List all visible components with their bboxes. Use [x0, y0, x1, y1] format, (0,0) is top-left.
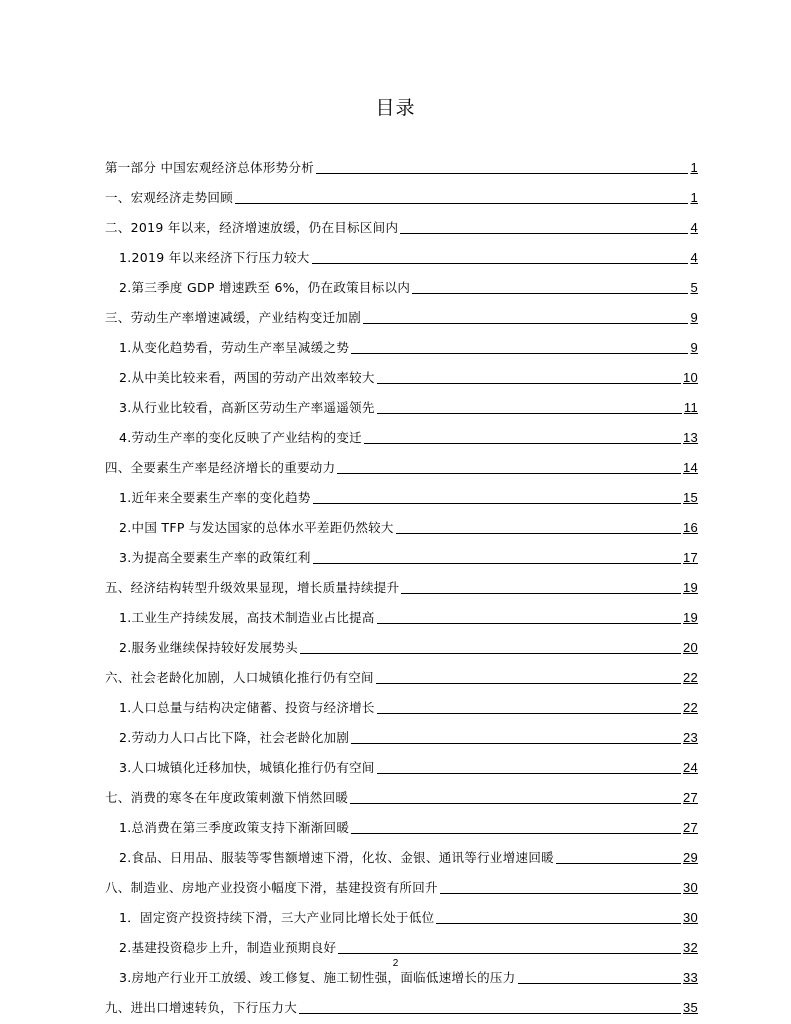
toc-entry[interactable]	[105, 596, 698, 626]
toc-entry[interactable]	[105, 416, 698, 446]
toc-leader-line	[351, 833, 681, 834]
toc-entry-label: 二、2019 年以来，经济增速放缓，仍在目标区间内	[105, 220, 399, 235]
toc-leader-line	[518, 983, 681, 984]
toc-entry-label: 3.为提高全要素生产率的政策红利	[119, 550, 311, 565]
toc-entry-page: 33	[682, 970, 698, 985]
toc-entry-label: 2.从中美比较来看，两国的劳动产出效率较大	[119, 370, 375, 385]
toc-leader-line	[313, 503, 681, 504]
toc-entry-label: 1.工业生产持续发展，高技术制造业占比提高	[119, 610, 375, 625]
toc-entry[interactable]	[105, 686, 698, 716]
toc-entry-label: 3.从行业比较看，高新区劳动生产率遥遥领先	[119, 400, 375, 415]
toc-leader-line	[412, 293, 688, 294]
toc-leader-line	[235, 203, 688, 204]
toc-entry-label: 六、社会老龄化加剧，人口城镇化推行仍有空间	[105, 670, 374, 685]
toc-entry-page: 4	[690, 220, 698, 235]
toc-leader-line	[377, 773, 681, 774]
toc-entry-page: 1	[690, 190, 698, 205]
toc-entry[interactable]	[105, 296, 698, 326]
toc-entry-label: 三、劳动生产率增速减缓，产业结构变迁加剧	[105, 310, 362, 325]
toc-entry-page: 24	[682, 760, 698, 775]
toc-entry-label: 2.服务业继续保持较好发展势头	[119, 640, 298, 655]
toc-entry[interactable]	[105, 476, 698, 506]
toc-entry-page: 11	[683, 400, 698, 415]
toc-leader-line	[377, 623, 681, 624]
toc-leader-line	[363, 323, 688, 324]
toc-entry-page: 29	[682, 850, 698, 865]
toc-entry-label: 1.人口总量与结构决定储蓄、投资与经济增长	[119, 700, 375, 715]
toc-entry[interactable]	[105, 716, 698, 746]
toc-entry[interactable]	[105, 506, 698, 536]
toc-entry-label: 九、进出口增速转负，下行压力大	[105, 1000, 298, 1015]
toc-entry[interactable]	[105, 746, 698, 776]
toc-entry-label: 1．固定资产投资持续下滑，三大产业同比增长处于低位	[119, 910, 435, 925]
toc-leader-line	[351, 743, 681, 744]
toc-entry[interactable]	[105, 146, 698, 176]
toc-entry[interactable]	[105, 236, 698, 266]
toc-leader-line	[396, 533, 681, 534]
toc-entry[interactable]	[105, 446, 698, 476]
toc-entry-label: 2.基建投资稳步上升，制造业预期良好	[119, 940, 337, 955]
toc-entry-page: 1	[690, 160, 698, 175]
toc-leader-line	[300, 653, 681, 654]
toc-entry[interactable]	[105, 776, 698, 806]
toc-entry-page: 30	[682, 910, 698, 925]
toc-entry-label: 4.劳动生产率的变化反映了产业结构的变迁	[119, 430, 362, 445]
toc-leader-line	[299, 1013, 681, 1014]
toc-entry[interactable]	[105, 266, 698, 296]
toc-entry-label: 1.近年来全要素生产率的变化趋势	[119, 490, 311, 505]
toc-entry[interactable]	[105, 836, 698, 866]
toc-entry[interactable]	[105, 206, 698, 236]
toc-entry-page: 9	[690, 310, 698, 325]
toc-leader-line	[364, 443, 681, 444]
toc-entry[interactable]	[105, 806, 698, 836]
toc-leader-line	[338, 953, 681, 954]
toc-entry[interactable]	[105, 656, 698, 686]
toc-entry-label: 1.2019 年以来经济下行压力较大	[119, 250, 310, 265]
toc-entry-label: 1.总消费在第三季度政策支持下渐渐回暖	[119, 820, 350, 835]
toc-entry-label: 2.第三季度 GDP 增速跌至 6%，仍在政策目标以内	[119, 280, 411, 295]
toc-entry-label: 八、制造业、房地产业投资小幅度下滑，基建投资有所回升	[105, 880, 438, 895]
toc-entry[interactable]	[105, 986, 698, 1016]
toc-entry-label: 3.人口城镇化迁移加快，城镇化推行仍有空间	[119, 760, 375, 775]
toc-entry-label: 一、宏观经济走势回顾	[105, 190, 234, 205]
toc-leader-line	[313, 563, 681, 564]
toc-entry-page: 20	[682, 640, 698, 655]
toc-entry-label: 五、经济结构转型升级效果显现，增长质量持续提升	[105, 580, 400, 595]
toc-entry-page: 10	[682, 370, 698, 385]
toc-entry-page: 19	[682, 610, 698, 625]
toc-entry-page: 5	[690, 280, 698, 295]
toc-entry-page: 14	[682, 460, 698, 475]
toc-leader-line	[401, 593, 681, 594]
toc-title: 目录	[375, 97, 416, 119]
toc-entry-page: 13	[682, 430, 698, 445]
toc-leader-line	[316, 173, 688, 174]
toc-leader-line	[377, 413, 682, 414]
toc-entry[interactable]	[105, 386, 698, 416]
toc-entry-page: 16	[682, 520, 698, 535]
toc-leader-line	[351, 353, 688, 354]
toc-leader-line	[400, 233, 688, 234]
toc-entry-page: 15	[682, 490, 698, 505]
toc-entry-page: 32	[682, 940, 698, 955]
toc-entry-label: 1.从变化趋势看，劳动生产率呈减缓之势	[119, 340, 350, 355]
toc-entry[interactable]	[105, 356, 698, 386]
toc-entry-page: 9	[690, 340, 698, 355]
toc-entry-page: 4	[690, 250, 698, 265]
toc-entry[interactable]	[105, 176, 698, 206]
toc-leader-line	[556, 863, 681, 864]
toc-leader-line	[436, 923, 680, 924]
toc-leader-line	[312, 263, 689, 264]
toc-leader-line	[440, 893, 681, 894]
toc-entry-label: 第一部分 中国宏观经济总体形势分析	[105, 160, 315, 175]
toc-entry[interactable]	[105, 566, 698, 596]
toc-leader-line	[376, 683, 681, 684]
page-number: 2	[392, 958, 399, 969]
toc-entry-page: 19	[682, 580, 698, 595]
toc-entry[interactable]	[105, 926, 698, 956]
toc-entry-label: 3.房地产行业开工放缓、竣工修复、施工韧性强，面临低速增长的压力	[119, 970, 516, 985]
toc-entry-page: 35	[682, 1000, 698, 1015]
toc-leader-line	[377, 383, 681, 384]
toc-entry[interactable]	[105, 866, 698, 896]
toc-entry-page: 27	[682, 820, 698, 835]
toc-entry-label: 2.中国 TFP 与发达国家的总体水平差距仍然较大	[119, 520, 394, 535]
toc-entry-label: 2.劳动力人口占比下降，社会老龄化加剧	[119, 730, 350, 745]
toc-entry[interactable]	[105, 626, 698, 656]
toc-leader-line	[350, 803, 681, 804]
toc-entry[interactable]	[105, 896, 698, 926]
toc-entry[interactable]	[105, 536, 698, 566]
toc-entry-page: 22	[682, 670, 698, 685]
toc-entry-label: 四、全要素生产率是经济增长的重要动力	[105, 460, 336, 475]
toc-entry-page: 30	[682, 880, 698, 895]
toc-entry-page: 23	[682, 730, 698, 745]
toc-leader-line	[337, 473, 681, 474]
toc-entry-label: 2.食品、日用品、服装等零售额增速下滑，化妆、金银、通讯等行业增速回暖	[119, 850, 554, 865]
table-of-contents	[105, 146, 698, 1016]
toc-entry-page: 17	[682, 550, 698, 565]
toc-entry[interactable]	[105, 326, 698, 356]
toc-entry-label: 七、消费的寒冬在年度政策刺激下悄然回暖	[105, 790, 349, 805]
toc-leader-line	[377, 713, 681, 714]
toc-entry-page: 22	[682, 700, 698, 715]
toc-entry-page: 27	[682, 790, 698, 805]
